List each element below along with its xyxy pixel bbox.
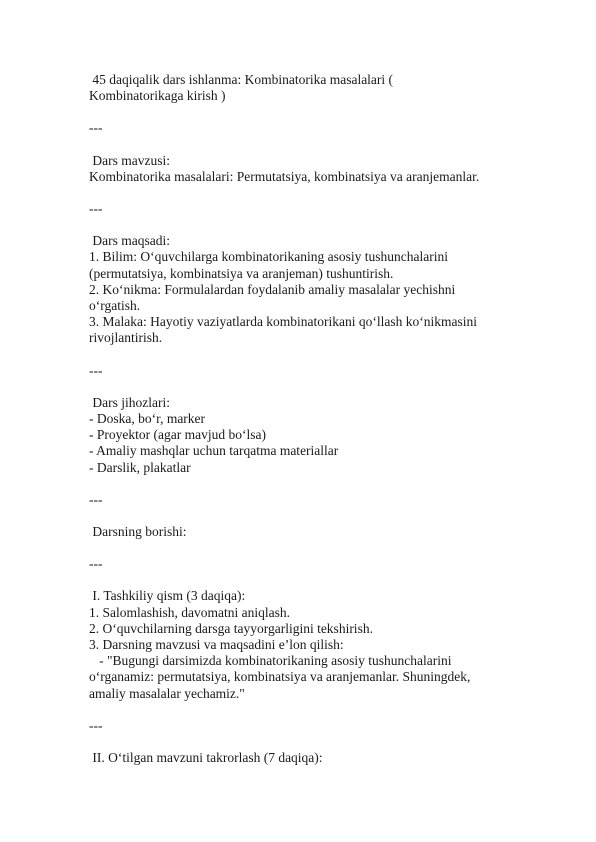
document-page [89,72,509,766]
part1-heading: I. Tashkiliy qism (3 daqiqa): [89,588,246,604]
goals-line: rivojlantirish. [89,330,163,346]
goals-line: (permutatsiya, kombinatsiya va aranjeman) tushuntirish. [89,265,394,281]
equipment-heading: Dars jihozlari: [89,394,170,410]
equipment-item: - Amaliy mashqlar uchun tarqatma materiallar [89,443,339,459]
part1-line: - "Bugungi darsimizda kombinatorikaning asosiy tushunchalarini [89,653,452,669]
separator: --- [89,491,103,507]
part1-line: 2. O‘quvchilarning darsga tayyorgarligini tekshirish. [89,620,373,636]
goals-line: 3. Malaka: Hayotiy vaziyatlarda kombinatorikani qo‘llash ko‘nikmasini [89,314,478,330]
part1-line: 3. Darsning mavzusi va maqsadini e’lon qilish: [89,637,344,653]
separator: --- [89,362,103,378]
goals-heading: Dars maqsadi: [89,233,170,249]
goals-line: 2. Ko‘nikma: Formulalardan foydalanib amaliy masalalar yechishni [89,281,456,297]
equipment-item: - Proyektor (agar mavjud bo‘lsa) [89,427,266,443]
equipment-item: - Darslik, plakatlar [89,459,191,475]
separator: --- [89,717,103,733]
topic-text: Kombinatorika masalalari: Permutatsiya, kombinatsiya va aranjemanlar. [89,168,480,184]
part1-line: amaliy masalalar yechamiz." [89,685,245,701]
part1-line: o‘rganamiz: permutatsiya, kombinatsiya va aranjemanlar. Shuningdek, [89,669,471,685]
procedure-heading: Darsning borishi: [89,524,187,540]
topic-heading: Dars mavzusi: [89,152,170,168]
document-title-line-1: 45 daqiqalik dars ishlanma: Kombinatorika masalalari ( [89,72,394,87]
separator: --- [89,120,103,136]
separator: --- [89,556,103,572]
document-title-line-2: Kombinatorikaga kirish ) [89,88,226,104]
goals-line: 1. Bilim: O‘quvchilarga kombinatorikaning asosiy tushunchalarini [89,249,448,265]
separator: --- [89,201,103,217]
equipment-item: - Doska, bo‘r, marker [89,411,206,427]
goals-line: o‘rgatish. [89,298,141,314]
part1-line: 1. Salomlashish, davomatni aniqlash. [89,604,290,620]
part2-heading: II. O‘tilgan mavzuni takrorlash (7 daqiqa): [89,750,323,766]
